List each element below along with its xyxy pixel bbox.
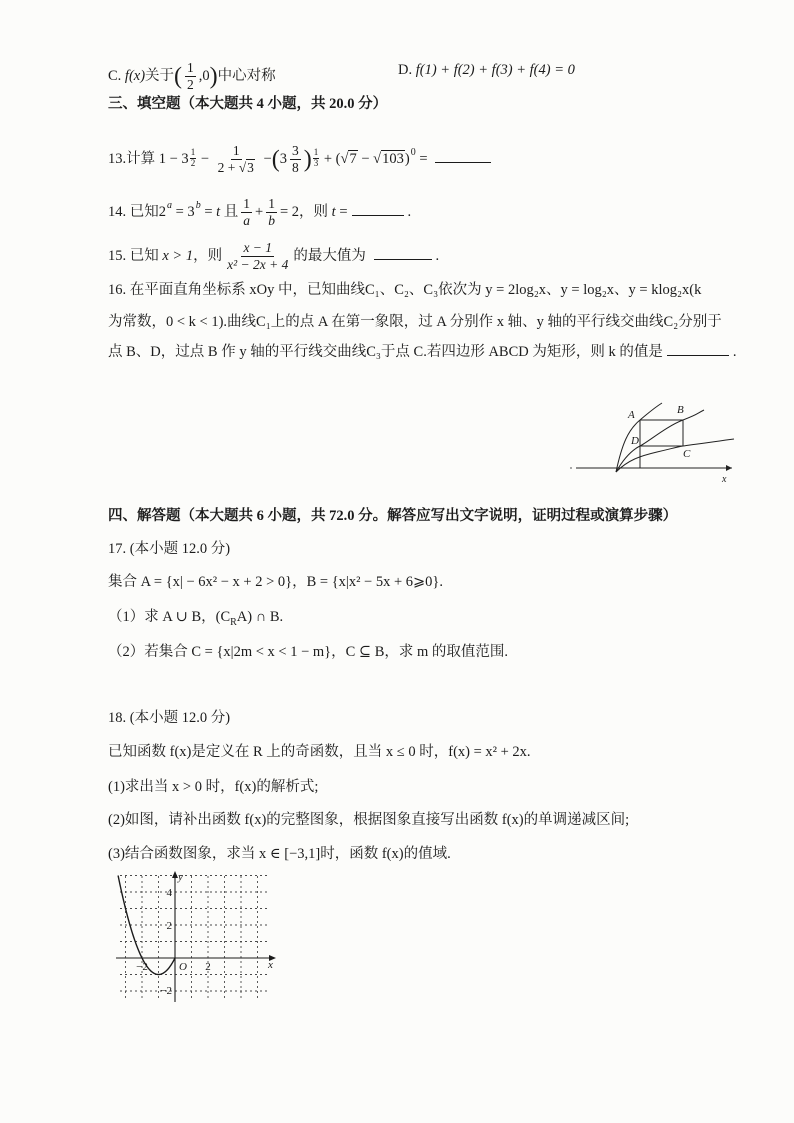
option-c-rest: ,0 (198, 68, 210, 85)
fraction-numerator: x − 1 (241, 240, 274, 257)
origin-label: O (179, 961, 187, 973)
option-d (398, 60, 575, 80)
option-d-label: D. (398, 62, 416, 78)
denominator-prefix: 2 + (217, 160, 239, 176)
q16-figure (562, 398, 742, 490)
fraction-numerator: 1 (313, 147, 319, 158)
option-d-expression: f(1) + f(2) + f(3) + f(4) = 0 (415, 62, 575, 78)
q13-mixed-fraction (290, 143, 301, 176)
q16-end: . (732, 344, 737, 360)
fraction-denominator (216, 160, 257, 176)
q13-lparen: ( (271, 146, 280, 173)
fraction-denominator: b (268, 213, 275, 229)
q17-part-2: （2）若集合 C = {x|2m < x < 1 − m}，C ⊆ B，求 m 的取值范围. (108, 644, 509, 660)
q14-plus: + (255, 204, 264, 221)
q14-equals: = (200, 204, 217, 221)
fraction-denominator: 2 (190, 157, 196, 168)
q14-equals: = (335, 204, 348, 221)
q13-term-a: 1 − 3 (158, 151, 189, 168)
q14-condition: = 2，则 (279, 204, 332, 221)
fraction-numerator: 1 (185, 60, 196, 77)
complement-subscript: R (230, 616, 237, 628)
x-tick-neg-2: −2 (136, 961, 148, 973)
answer-blank (374, 247, 432, 260)
q13-exponent-third (313, 148, 320, 168)
grid (120, 876, 270, 1001)
sqrt-sign: √ (340, 151, 349, 168)
question-14 (108, 196, 411, 229)
fraction-denominator: 2 (187, 77, 194, 93)
q18-stem: 已知函数 f(x)是定义在 R 上的奇函数，且当 x ≤ 0 时，f(x) = x² + 2x. (108, 744, 531, 760)
q17-part-1 (108, 607, 283, 633)
y-tick-neg-2: −2 (160, 985, 172, 997)
q13-label: 13.计算 (108, 151, 159, 168)
q17-header: 17. (本小题 12.0 分) (108, 541, 231, 557)
fraction-denominator: 8 (291, 160, 299, 176)
q13-close: ) (404, 151, 410, 168)
fraction-numerator: 1 (231, 143, 242, 160)
q14-variable-t: t (331, 204, 336, 221)
option-c (108, 60, 276, 93)
section-3-heading: 三、填空题（本大题共 4 小题，共 20.0 分） (108, 96, 388, 112)
q18-header: 18. (本小题 12.0 分) (108, 710, 231, 726)
q18-graph (112, 868, 282, 1008)
answer-blank (352, 203, 404, 216)
option-c-fraction (185, 60, 196, 93)
q13-rparen: ) (303, 146, 312, 173)
question-15 (108, 240, 439, 273)
q15-tail: 的最大值为 (293, 248, 370, 265)
q13-minus: − (259, 151, 272, 168)
q15-label: 15. 已知 (108, 248, 163, 265)
answer-blank (667, 343, 729, 356)
q14-fraction-1-over-b (266, 196, 277, 229)
q14-fraction-1-over-a (241, 196, 252, 229)
option-c-about: 关于 (145, 68, 175, 85)
q13-mixed-whole: 3 (279, 151, 287, 168)
q16-line-1: 16. 在平面直角坐标系 xOy 中，已知曲线C₁、C₂、C₃依次为 y = 2log₂x、y = log₂x、y = klog₂x(k (108, 282, 702, 298)
sqrt-sign: √ (238, 160, 247, 176)
q15-then: ，则 (193, 248, 223, 265)
option-c-function: f(x) (124, 68, 146, 85)
q18-part-1: (1)求出当 x > 0 时，f(x)的解析式; (108, 779, 319, 795)
q14-base-2: 2 (158, 204, 166, 221)
label-d: D (631, 435, 639, 447)
q14-end: . (407, 204, 412, 221)
x-axis-arrow (726, 465, 732, 471)
radicand: 103 (382, 151, 404, 168)
q15-condition: x > 1 (162, 248, 194, 265)
y-tick-2: 2 (166, 920, 172, 932)
q15-fraction (225, 240, 290, 273)
label-b: B (677, 404, 684, 416)
q14-label: 14. 已知 (108, 204, 159, 221)
q17-sets: 集合 A = {x| − 6x² − x + 2 > 0}，B = {x|x² − 5x + 6⩾0}. (108, 574, 444, 590)
section-4-heading: 四、解答题（本大题共 6 小题，共 72.0 分。解答应写出文字说明，证明过程或演算步骤） (108, 508, 678, 524)
q18-part-2: (2)如图，请补出函数 f(x)的完整图象，根据图象直接写出函数 f(x)的单调递减区间; (108, 812, 630, 828)
y-axis-label: y (178, 871, 183, 883)
question-13 (108, 143, 495, 176)
radicand: 7 (349, 151, 357, 168)
option-c-label: C. (108, 68, 125, 85)
option-c-rparen: ) (209, 63, 218, 90)
x-axis-label: x (722, 474, 727, 485)
option-c-tail: 中心对称 (217, 68, 276, 85)
fraction-numerator: 1 (190, 147, 196, 158)
q14-and: 且 (220, 204, 239, 221)
fraction-numerator: 1 (266, 196, 277, 213)
q14-base-3: = 3 (172, 204, 195, 221)
sqrt-sign: √ (373, 151, 382, 168)
q17-part-1-rest: A) ∩ B. (236, 609, 284, 625)
answer-blank (435, 150, 491, 163)
label-a: A (628, 409, 635, 421)
fraction-denominator: x² − 2x + 4 (227, 257, 289, 273)
q13-equals: = (415, 151, 432, 168)
q14-variable-t: t (216, 204, 221, 221)
label-c: C (683, 448, 691, 460)
q13-exponent-half (190, 148, 197, 168)
q15-end: . (435, 248, 440, 265)
q16-line-3-text: 点 B、D，过点 B 作 y 轴的平行线交曲线C₃于点 C.若四边形 ABCD 为矩形，则 k 的值是 (108, 344, 663, 360)
q14-exponent-b: b (195, 200, 201, 212)
radicand: 3 (247, 160, 254, 176)
fraction-numerator: 3 (290, 143, 301, 160)
fraction-denominator: a (243, 213, 251, 229)
fraction-denominator: 3 (313, 157, 319, 168)
q16-line-2: 为常数，0 < k < 1).曲线C₁上的点 A 在第一象限，过 A 分别作 x 轴、y 轴的平行线交曲线C₂分别于 (108, 314, 722, 330)
y-tick-4: 4 (166, 887, 172, 899)
q18-part-3: (3)结合函数图象，求当 x ∈ [−3,1]时，函数 f(x)的值域. (108, 846, 451, 862)
q13-plus: + ( (320, 151, 341, 168)
q13-fraction (216, 143, 257, 176)
q13-minus: − (197, 151, 213, 168)
q17-part-1-text: （1）求 A ∪ B，(C (108, 609, 231, 625)
x-axis-label: x (268, 959, 273, 971)
x-tick-2: 2 (205, 961, 211, 973)
q14-exponent-a: a (167, 200, 172, 212)
fraction-numerator: 1 (241, 196, 252, 213)
q13-minus: − (357, 151, 374, 168)
q16-line-3 (108, 342, 737, 362)
option-c-lparen: ( (174, 63, 183, 90)
q13-exponent-zero: 0 (410, 147, 416, 159)
